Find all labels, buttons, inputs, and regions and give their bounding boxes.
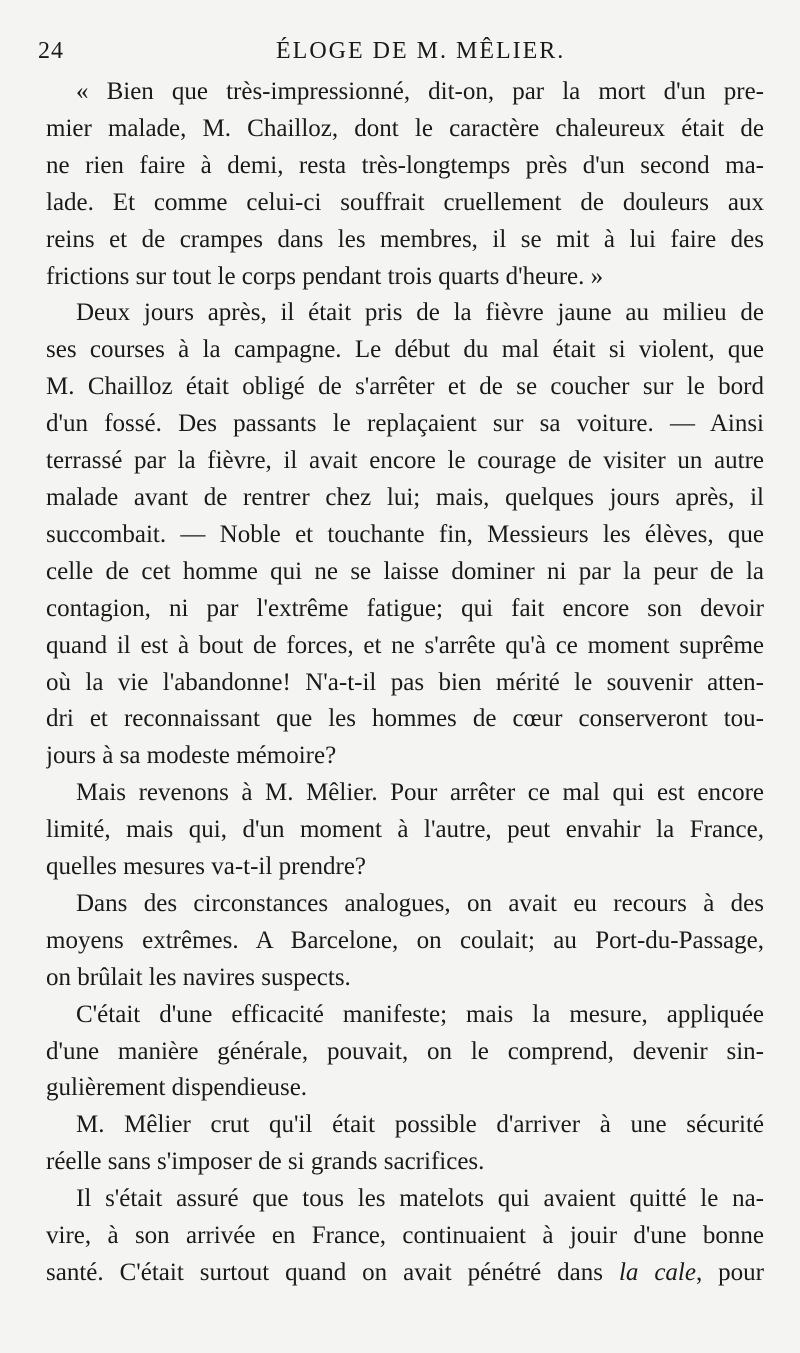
final-line-before: santé. C'était surtout quand on avait pénétré dans <box>46 1259 619 1286</box>
text-line: terrassé par la fièvre, il avait encore le courage de visiter un autre <box>46 447 764 475</box>
text-line: gulièrement dispendieuse. <box>46 1074 308 1102</box>
text-line: Dans des circonstances analogues, on avait eu recours à des <box>76 889 764 917</box>
text-line: M. Mêlier crut qu'il était possible d'arriver à une sécurité <box>76 1111 764 1139</box>
text-line: ses courses à la campagne. Le début du mal était si violent, que <box>46 336 764 364</box>
final-line-after: , pour <box>695 1259 764 1286</box>
body-text <box>46 74 764 1292</box>
text-line: on brûlait les navires suspects. <box>46 963 351 991</box>
text-line: reins et de crampes dans les membres, il se mit à lui faire des <box>46 225 764 253</box>
text-line: limité, mais qui, d'un moment à l'autre, peut envahir la France, <box>46 816 764 844</box>
text-line: succombait. — Noble et touchante fin, Messieurs les élèves, que <box>46 520 764 548</box>
final-line-italic: la cale <box>618 1259 696 1286</box>
text-line: où la vie l'abandonne! N'a-t-il pas bien mérité le souvenir atten- <box>46 668 764 696</box>
text-line: dri et reconnaissant que les hommes de cœur conserveront tou- <box>46 705 764 733</box>
page-header <box>38 28 764 74</box>
text-line: « Bien que très-impressionné, dit-on, par la mort d'un pre- <box>76 78 764 105</box>
text-line: Deux jours après, il était pris de la fièvre jaune au milieu de <box>76 299 764 327</box>
text-line: malade avant de rentrer chez lui; mais, quelques jours après, il <box>46 483 764 511</box>
text-line-final <box>46 1255 764 1292</box>
text-line: contagion, ni par l'extrême fatigue; qui fait encore son devoir <box>46 594 764 622</box>
text-line: d'une manière générale, pouvait, on le comprend, devenir sin- <box>46 1037 764 1065</box>
text-line: mier malade, M. Chailloz, dont le caractère chaleureux était de <box>46 114 764 142</box>
text-line: moyens extrêmes. A Barcelone, on coulait; au Port-du-Passage, <box>46 926 764 954</box>
running-head: ÉLOGE DE M. MÊLIER. <box>276 38 566 64</box>
text-line: frictions sur tout le corps pendant trois quarts d'heure. » <box>46 262 604 290</box>
text-line: M. Chailloz était obligé de s'arrêter et de se coucher sur le bord <box>46 373 764 401</box>
text-line: ne rien faire à demi, resta très-longtemps près d'un second ma- <box>46 151 764 179</box>
text-line: quelles mesures va-t-il prendre? <box>46 853 367 881</box>
text-line: C'était d'une efficacité manifeste; mais la mesure, appliquée <box>76 1000 764 1028</box>
text-line: réelle sans s'imposer de si grands sacrifices. <box>46 1148 485 1176</box>
text-line: Il s'était assuré que tous les matelots qui avaient quitté le na- <box>76 1185 764 1213</box>
page-number: 24 <box>38 38 64 64</box>
text-line: celle de cet homme qui ne se laisse dominer ni par la peur de la <box>46 557 764 585</box>
text-line: lade. Et comme celui-ci souffrait cruellement de douleurs aux <box>46 188 764 216</box>
text-line: Mais revenons à M. Mêlier. Pour arrêter ce mal qui est encore <box>76 779 764 807</box>
text-line: vire, à son arrivée en France, continuaient à jouir d'une bonne <box>46 1222 764 1250</box>
text-line: d'un fossé. Des passants le replaçaient sur sa voiture. — Ainsi <box>46 410 764 438</box>
text-line: quand il est à bout de forces, et ne s'arrête qu'à ce moment suprême <box>46 631 764 659</box>
text-line: jours à sa modeste mémoire? <box>46 742 337 770</box>
